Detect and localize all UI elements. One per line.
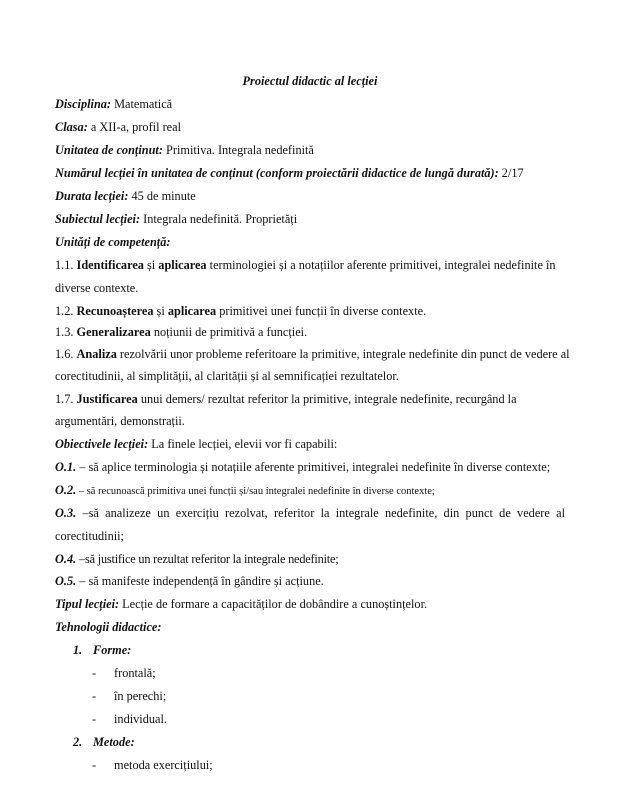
field-value: 2/17 — [498, 166, 524, 180]
competenta-continuation: diverse contexte. — [55, 281, 139, 295]
obiectiv-text: –să analizeze un exercițiu rezolvat, referitor la integrale nedefinite, din punct de vedere al — [76, 506, 565, 520]
field-clasa — [55, 119, 181, 135]
list-item-text: frontală; — [114, 666, 156, 680]
field-label: Unitatea de conținut: — [55, 143, 163, 157]
section-heading: Obiectivele lecției: — [55, 437, 149, 451]
obiectiv-item — [55, 505, 565, 521]
competenta-number: 1.6. — [55, 347, 77, 361]
field-value: Matematică — [111, 97, 173, 111]
obiectiv-text: – să recunoască primitiva unei funcții și/sau integralei nedefinite în diverse contexte; — [76, 486, 435, 497]
tehnologii-group — [73, 734, 135, 750]
competenta-text: rezolvării unor probleme referitoare la primitive, integrale nedefinite din punct de vedere al — [116, 347, 570, 361]
tehnologii-list-item — [92, 711, 167, 727]
competenta-number: 1.2. — [55, 304, 77, 318]
field-label: Numărul lecției în unitatea de conținut (conform proiectării didactice de lungă durată): — [55, 166, 499, 180]
obiectiv-item — [55, 573, 324, 589]
competenta-text: noțiunii de primitivă a funcției. — [150, 325, 308, 339]
competenta-item — [55, 391, 517, 407]
field-disciplina — [55, 96, 172, 112]
tehnologii-group — [73, 642, 131, 658]
section-heading: Unități de competență: — [55, 235, 171, 249]
field-subiectul — [55, 211, 297, 227]
tehnologii-list-item — [92, 665, 156, 681]
competenta-item — [55, 346, 570, 362]
dash-bullet: - — [92, 758, 97, 772]
dash-bullet: - — [92, 712, 97, 726]
competenta-keyword: Justificarea — [76, 392, 138, 406]
list-item-text: individual. — [114, 712, 167, 726]
obiective-heading — [55, 436, 337, 452]
competenta-text: și — [143, 258, 159, 272]
obiectiv-item — [55, 459, 550, 475]
obiectiv-code: O.2. — [55, 483, 77, 497]
field-tipul — [55, 596, 427, 612]
competenta-item — [55, 257, 556, 273]
field-label: Tipul lecției: — [55, 597, 120, 611]
obiectiv-code: O.5. — [55, 574, 77, 588]
field-value: Lecție de formare a capacităților de dobândire a cunoștințelor. — [119, 597, 428, 611]
group-number: 1. — [73, 643, 83, 657]
competenta-keyword: aplicarea — [158, 258, 207, 272]
obiectiv-text: –să justifice un rezultat referitor la integrale nedefinite; — [76, 552, 339, 566]
competenta-keyword: Generalizarea — [76, 325, 151, 339]
document-title: Proiectul didactic al lecției — [242, 74, 378, 88]
tehnologii-list-item — [92, 688, 166, 704]
obiectiv-text: – să manifeste independență în gândire și acțiune. — [76, 574, 324, 588]
field-numarul — [55, 165, 524, 181]
list-item-text: metoda exercițiului; — [114, 758, 213, 772]
dash-bullet: - — [92, 689, 97, 703]
competenta-keyword: Identificarea — [76, 258, 144, 272]
competenta-continuation: argumentări, demonstrații. — [55, 414, 185, 428]
competenta-text: terminologiei și a notațiilor aferente primitivei, integralei nedefinite în — [206, 258, 556, 272]
field-label: Clasa: — [55, 120, 88, 134]
dash-bullet: - — [92, 666, 97, 680]
obiectiv-code: O.4. — [55, 552, 77, 566]
list-item-text: în perechi; — [114, 689, 167, 703]
group-label: Metode: — [93, 735, 135, 749]
field-value: 45 de minute — [128, 189, 196, 203]
obiectiv-item — [55, 551, 339, 567]
field-label: Disciplina: — [55, 97, 112, 111]
obiective-intro: La finele lecției, elevii vor fi capabili: — [148, 437, 338, 451]
group-label: Forme: — [93, 643, 132, 657]
competenta-number: 1.3. — [55, 325, 77, 339]
competenta-keyword: Recunoașterea — [76, 304, 154, 318]
field-label: Subiectul lecției: — [55, 212, 141, 226]
competenta-item — [55, 324, 307, 340]
competenta-number: 1.7. — [55, 392, 77, 406]
competenta-keyword: Analiza — [76, 347, 117, 361]
field-value: Primitiva. Integrala nedefinită — [162, 143, 314, 157]
competenta-text: și — [153, 304, 168, 318]
field-value: Integrala nedefinită. Proprietăți — [140, 212, 298, 226]
field-unitatea — [55, 142, 314, 158]
obiectiv-code: O.3. — [55, 506, 77, 520]
competenta-keyword: aplicarea — [167, 304, 217, 318]
field-unitati-competenta — [55, 234, 170, 250]
section-heading: Tehnologii didactice: — [55, 620, 162, 634]
group-number: 2. — [73, 735, 83, 749]
obiectiv-text: – să aplice terminologia și notațiile aferente primitivei, integralei nedefinite în diverse contexte; — [76, 460, 551, 474]
competenta-item — [55, 303, 426, 319]
obiectiv-continuation: corectitudinii; — [55, 529, 124, 543]
obiectiv-item — [55, 482, 435, 500]
tehnologii-heading — [55, 619, 161, 635]
field-value: a XII-a, profil real — [87, 120, 181, 134]
field-durata — [55, 188, 196, 204]
field-label: Durata lecției: — [55, 189, 129, 203]
competenta-text: unui demers/ rezultat referitor la primitive, integrale nedefinite, recurgând la — [137, 392, 517, 406]
obiectiv-code: O.1. — [55, 460, 77, 474]
competenta-text: primitivei unei funcții în diverse contexte. — [216, 304, 427, 318]
competenta-continuation: corectitudinii, al simplității, al clarității și al semnificației rezultatelor. — [55, 369, 399, 383]
tehnologii-list-item — [92, 757, 213, 773]
competenta-number: 1.1. — [55, 258, 77, 272]
